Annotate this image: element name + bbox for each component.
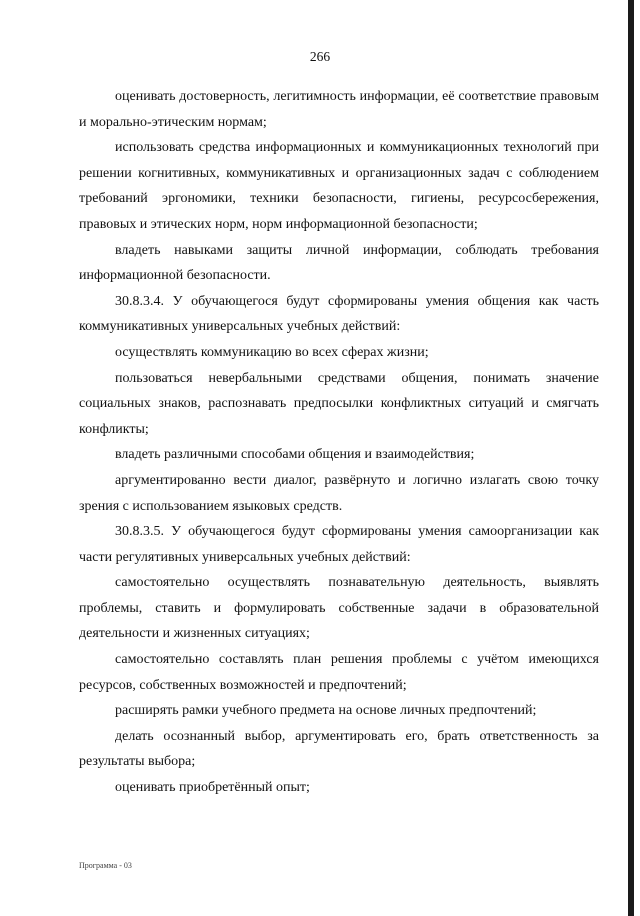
paragraph: аргументированно вести диалог, развёрнуто и логично излагать свою точку зрения с использованием языковых средств. xyxy=(79,472,599,514)
paragraph: владеть навыками защиты личной информации, соблюдать требования информационной безопасности. xyxy=(79,242,599,284)
paragraph: расширять рамки учебного предмета на основе личных предпочтений; xyxy=(115,703,537,719)
scan-border xyxy=(628,0,634,916)
body-text xyxy=(79,84,599,801)
page-number: 266 xyxy=(309,49,331,64)
paragraph: оценивать приобретённый опыт; xyxy=(115,780,310,796)
footer-label: Программа - 03 xyxy=(79,861,132,870)
paragraph: осуществлять коммуникацию во всех сферах жизни; xyxy=(115,344,429,360)
paragraph: самостоятельно составлять план решения проблемы с учётом имеющихся ресурсов, собственных возможностей и предпочтений; xyxy=(79,652,599,693)
paragraph: использовать средства информационных и коммуникационных технологий при решении когнитивных, коммуникативных и организационных задач с соблюдением требований эргономики, техники безопасности, гигиены, ресурсосбережения, правовых и этических норм, норм информационной безопасности; xyxy=(79,140,599,232)
paragraph: самостоятельно осуществлять познавательную деятельность, выявлять проблемы, ставить и формулировать собственные задачи в образовательной деятельности и жизненных ситуациях; xyxy=(79,575,599,642)
paragraph: пользоваться невербальными средствами общения, понимать значение социальных знаков, распознавать предпосылки конфликтных ситуаций и смягчать конфликты; xyxy=(79,370,599,437)
paragraph: владеть различными способами общения и взаимодействия; xyxy=(115,447,475,463)
paragraph-section-heading: 30.8.3.5. У обучающегося будут сформированы умения самоорганизации как части регулятивных универсальных учебных действий: xyxy=(79,524,599,565)
paragraph-section-heading: 30.8.3.4. У обучающегося будут сформированы умения общения как часть коммуникативных универсальных учебных действий: xyxy=(79,293,599,335)
paragraph: делать осознанный выбор, аргументировать его, брать ответственность за результаты выбора; xyxy=(79,728,599,770)
paragraph: оценивать достоверность, легитимность информации, её соответствие правовым и морально-этическим нормам; xyxy=(79,89,599,130)
